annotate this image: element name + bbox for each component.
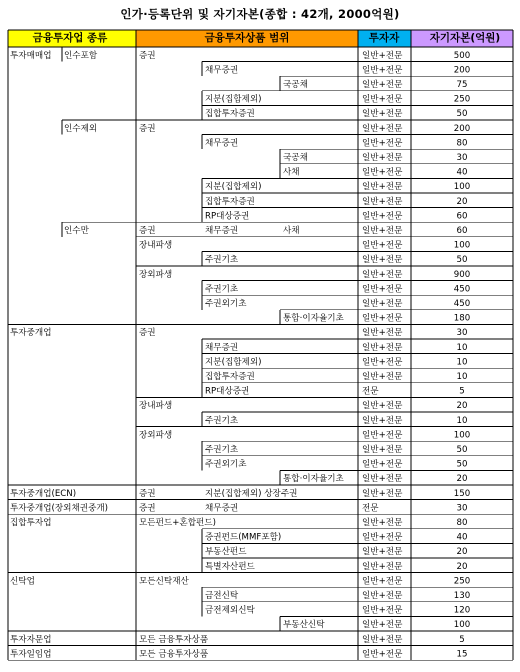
capital-cell: 30 bbox=[456, 328, 468, 339]
capital-cell: 200 bbox=[453, 65, 471, 76]
capital-cell: 40 bbox=[456, 532, 468, 543]
capital-cell: 30 bbox=[456, 153, 468, 163]
capital-cell: 130 bbox=[453, 591, 471, 601]
document-title: 인가·등록단위 및 자기자본(종합 : 42개, 2000억원) bbox=[120, 7, 400, 21]
investor-cell: 일반+전문 bbox=[362, 65, 403, 76]
product-level-2: 집합투자증권 bbox=[205, 196, 255, 207]
header-products: 금융투자상품 범위 bbox=[204, 32, 290, 44]
investor-cell: 일반+전문 bbox=[362, 240, 403, 251]
business-type: 투자매매업 bbox=[10, 50, 52, 61]
investor-cell: 일반+전문 bbox=[362, 561, 403, 572]
investor-cell: 일반+전문 bbox=[362, 372, 403, 382]
investor-cell: 일반+전문 bbox=[362, 430, 403, 441]
investor-cell: 일반+전문 bbox=[362, 649, 403, 660]
capital-cell: 200 bbox=[453, 123, 471, 134]
product-level-2: 주권외기초 bbox=[205, 299, 247, 309]
product-level-2: 지분(집합제외) bbox=[205, 357, 262, 368]
product-level-2: 지분(집합제외) bbox=[205, 94, 262, 105]
business-type: 투자중개업(ECN) bbox=[10, 488, 77, 499]
capital-cell: 180 bbox=[453, 313, 471, 324]
product-level-2: RP대상증권 bbox=[205, 386, 250, 397]
capital-cell: 100 bbox=[453, 430, 471, 441]
capital-cell: 80 bbox=[456, 138, 468, 149]
product-level-2: RP대상증권 bbox=[205, 211, 250, 222]
product-level-1: 증권 bbox=[139, 328, 156, 339]
product-level-4: 통합·이자율기초 bbox=[283, 313, 344, 324]
investor-cell: 일반+전문 bbox=[362, 547, 403, 558]
business-type: 투자중개업 bbox=[10, 328, 52, 339]
capital-cell: 450 bbox=[453, 299, 471, 309]
product-level-1: 장외파생 bbox=[139, 269, 173, 280]
investor-cell: 일반+전문 bbox=[362, 299, 403, 309]
product-level-2: 부동산펀드 bbox=[205, 547, 247, 558]
product-level-1: 장외파생 bbox=[139, 430, 173, 441]
capital-cell: 250 bbox=[453, 576, 471, 587]
capital-cell: 10 bbox=[456, 342, 468, 353]
investor-cell: 일반+전문 bbox=[362, 518, 403, 528]
product-level-1: 증권 bbox=[139, 226, 156, 236]
investor-cell: 일반+전문 bbox=[362, 532, 403, 543]
product-level-2: 지분(집합제외) bbox=[205, 182, 262, 193]
capital-cell: 5 bbox=[459, 386, 465, 397]
capital-cell: 15 bbox=[456, 649, 468, 660]
capital-cell: 20 bbox=[456, 401, 468, 412]
capital-cell: 20 bbox=[456, 547, 468, 558]
capital-cell: 40 bbox=[456, 167, 468, 178]
capital-cell: 500 bbox=[453, 50, 471, 61]
business-type: 신탁업 bbox=[10, 576, 35, 587]
investor-cell: 일반+전문 bbox=[362, 634, 403, 645]
capital-cell: 20 bbox=[456, 196, 468, 207]
header-investor: 투자자 bbox=[368, 32, 400, 44]
product-level-2: 집합투자증권 bbox=[205, 372, 255, 382]
header-capital: 자기자본(억원) bbox=[429, 32, 501, 44]
investor-cell: 전문 bbox=[362, 503, 379, 514]
business-subtype: 인수만 bbox=[64, 226, 89, 236]
business-subtype: 인수포함 bbox=[64, 50, 98, 61]
product-level-1: 장내파생 bbox=[139, 401, 173, 412]
investor-cell: 일반+전문 bbox=[362, 445, 403, 455]
product-level-2: 채무증권 bbox=[205, 503, 239, 514]
capital-cell: 30 bbox=[456, 503, 468, 514]
product-level-2: 채무증권 bbox=[205, 226, 239, 236]
investor-cell: 일반+전문 bbox=[362, 401, 403, 412]
product-level-2: 집합투자증권 bbox=[205, 109, 255, 120]
investor-cell: 일반+전문 bbox=[362, 591, 403, 601]
product-level-2: 주권기초 bbox=[205, 284, 239, 295]
investor-cell: 일반+전문 bbox=[362, 80, 403, 90]
capital-cell: 5 bbox=[459, 634, 465, 645]
investor-cell: 일반+전문 bbox=[362, 153, 403, 163]
business-type: 투자중개업(장외채권중개) bbox=[10, 503, 109, 514]
investor-cell: 전문 bbox=[362, 386, 379, 397]
investor-cell: 일반+전문 bbox=[362, 211, 403, 222]
investor-cell: 일반+전문 bbox=[362, 94, 403, 105]
product-level-2: 채무증권 bbox=[205, 138, 239, 149]
capital-cell: 50 bbox=[456, 109, 468, 120]
product-level-3: 사채 bbox=[283, 226, 300, 236]
product-level-3: 사채 bbox=[283, 167, 300, 178]
product-level-2: 금전제외신탁 bbox=[205, 605, 255, 616]
capital-cell: 450 bbox=[453, 284, 471, 295]
capital-cell: 100 bbox=[453, 182, 471, 193]
product-level-3: 국공채 bbox=[283, 80, 308, 90]
capital-cell: 20 bbox=[456, 561, 468, 572]
product-level-2: 채무증권 bbox=[205, 65, 239, 76]
investor-cell: 일반+전문 bbox=[362, 605, 403, 616]
investor-cell: 일반+전문 bbox=[362, 488, 403, 499]
business-type: 투자일임업 bbox=[10, 649, 52, 660]
investor-cell: 일반+전문 bbox=[362, 269, 403, 280]
capital-cell: 60 bbox=[456, 226, 468, 236]
product-level-1: 모든 금융투자상품 bbox=[139, 634, 209, 645]
capital-cell: 50 bbox=[456, 459, 468, 470]
investor-cell: 일반+전문 bbox=[362, 415, 403, 426]
product-level-2: 특별자산펀드 bbox=[205, 561, 255, 572]
investor-cell: 일반+전문 bbox=[362, 226, 403, 236]
product-level-1: 장내파생 bbox=[139, 240, 173, 251]
investor-cell: 일반+전문 bbox=[362, 109, 403, 120]
capital-cell: 150 bbox=[453, 488, 471, 499]
product-level-1: 증권 bbox=[139, 488, 156, 499]
product-level-2: 주권기초 bbox=[205, 445, 239, 455]
capital-cell: 120 bbox=[453, 605, 471, 616]
product-level-1: 모든신탁재산 bbox=[139, 576, 189, 587]
business-subtype: 인수제외 bbox=[64, 123, 98, 134]
product-level-1: 모든 금융투자상품 bbox=[139, 649, 209, 660]
investor-cell: 일반+전문 bbox=[362, 328, 403, 339]
header-type: 금융투자업 종류 bbox=[32, 32, 108, 44]
capital-cell: 50 bbox=[456, 445, 468, 455]
investor-cell: 일반+전문 bbox=[362, 474, 403, 485]
investor-cell: 일반+전문 bbox=[362, 576, 403, 587]
capital-cell: 10 bbox=[456, 372, 468, 382]
capital-cell: 10 bbox=[456, 357, 468, 368]
business-type: 투자자문업 bbox=[10, 634, 52, 645]
capital-cell: 100 bbox=[453, 620, 471, 631]
capital-cell: 60 bbox=[456, 211, 468, 222]
product-level-2: 금전신탁 bbox=[205, 591, 239, 601]
investor-cell: 일반+전문 bbox=[362, 342, 403, 353]
investor-cell: 일반+전문 bbox=[362, 313, 403, 324]
capital-cell: 50 bbox=[456, 255, 468, 266]
investor-cell: 일반+전문 bbox=[362, 123, 403, 134]
investor-cell: 일반+전문 bbox=[362, 50, 403, 61]
investor-cell: 일반+전문 bbox=[362, 255, 403, 266]
product-level-4: 부동산신탁 bbox=[283, 620, 325, 631]
investor-cell: 일반+전문 bbox=[362, 182, 403, 193]
product-level-1: 증권 bbox=[139, 123, 156, 134]
capital-cell: 10 bbox=[456, 415, 468, 426]
capital-cell: 20 bbox=[456, 474, 468, 485]
investor-cell: 일반+전문 bbox=[362, 284, 403, 295]
capital-cell: 100 bbox=[453, 240, 471, 251]
investor-cell: 일반+전문 bbox=[362, 620, 403, 631]
capital-cell: 75 bbox=[456, 80, 468, 90]
product-level-2: 주권기초 bbox=[205, 415, 239, 426]
capital-cell: 80 bbox=[456, 518, 468, 528]
product-level-2: 증권펀드(MMF포함) bbox=[205, 532, 282, 543]
product-level-2: 채무증권 bbox=[205, 342, 239, 353]
product-level-1: 모든펀드+혼합펀드) bbox=[139, 518, 216, 528]
investor-cell: 일반+전문 bbox=[362, 357, 403, 368]
product-level-1: 증권 bbox=[139, 503, 156, 514]
business-type: 집합투자업 bbox=[10, 518, 52, 528]
product-level-3: 국공채 bbox=[283, 153, 308, 163]
product-level-2: 주권기초 bbox=[205, 255, 239, 266]
product-level-4: 통합·이자율기초 bbox=[283, 474, 344, 485]
product-level-1: 증권 bbox=[139, 50, 156, 61]
investor-cell: 일반+전문 bbox=[362, 167, 403, 178]
product-level-2: 주권외기초 bbox=[205, 459, 247, 470]
capital-cell: 900 bbox=[453, 269, 471, 280]
investor-cell: 일반+전문 bbox=[362, 196, 403, 207]
product-level-2: 지분(집합제외) 상장주권 bbox=[205, 488, 298, 499]
investor-cell: 일반+전문 bbox=[362, 459, 403, 470]
investor-cell: 일반+전문 bbox=[362, 138, 403, 149]
capital-cell: 250 bbox=[453, 94, 471, 105]
